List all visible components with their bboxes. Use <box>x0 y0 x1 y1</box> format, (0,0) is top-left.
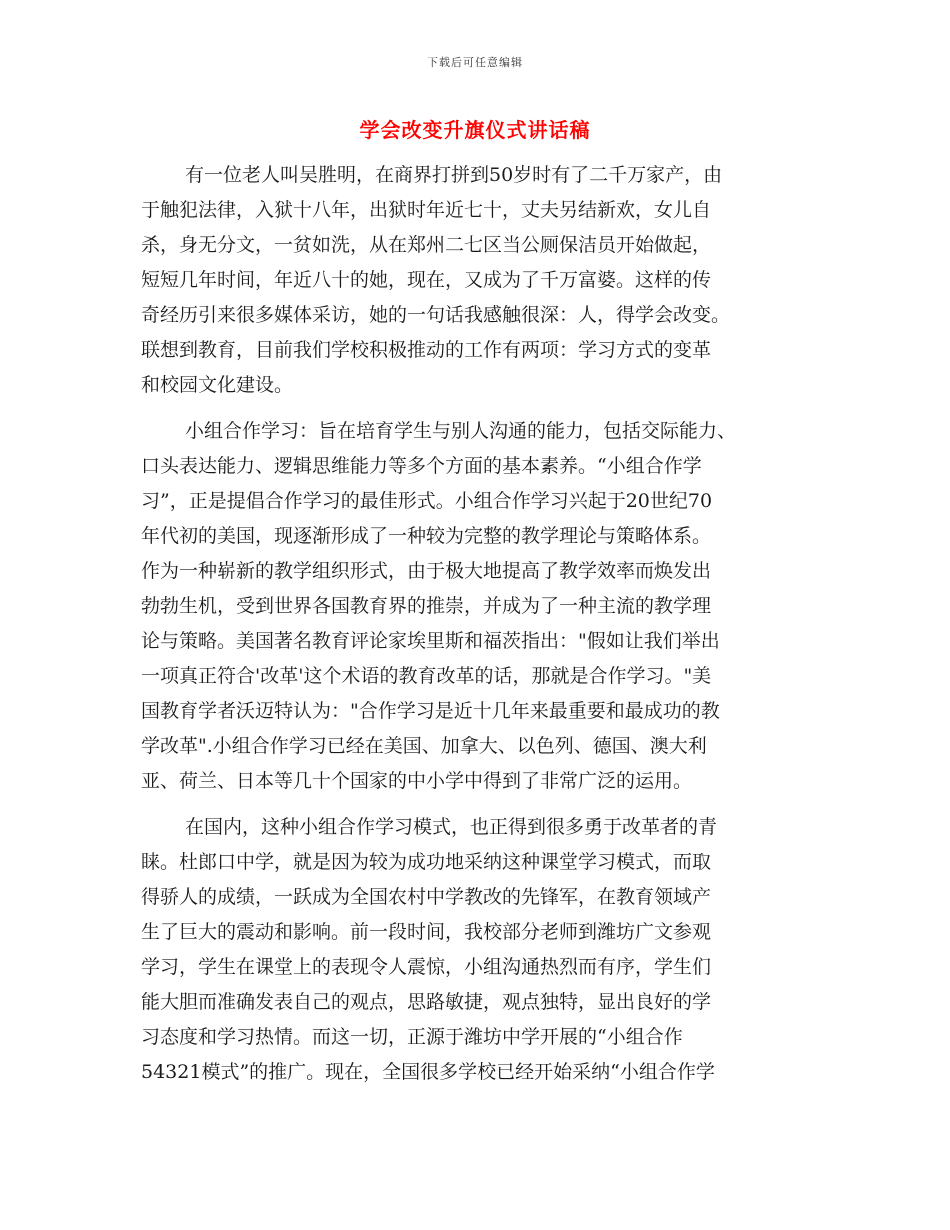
paragraph-line: 得骄人的成绩，一跃成为全国农村中学教改的先锋军，在教育领域产 <box>141 886 712 908</box>
document-body <box>141 158 809 1090</box>
paragraph-line: 奇经历引来很多媒体采访，她的一句话我感触很深：人，得学会改变。 <box>141 304 731 326</box>
paragraph-line: 联想到教育，目前我们学校积极推动的工作有两项：学习方式的变革 <box>141 339 712 361</box>
paragraph-line: 于触犯法律，入狱十八年，出狱时年近七十，丈夫另结新欢，女儿自 <box>141 199 712 221</box>
paragraph <box>141 414 809 799</box>
paragraph-line: 生了巨大的震动和影响。前一段时间，我校部分老师到潍坊广文参观 <box>141 921 712 943</box>
paragraph-line: 年代初的美国，现逐渐形成了一种较为完整的教学理论与策略体系。 <box>141 525 712 547</box>
paragraph-line: 杀，身无分文，一贫如洗，从在郑州二七区当公厕保洁员开始做起， <box>141 234 712 256</box>
paragraph <box>141 810 809 1090</box>
paragraph-line: 54321模式”的推广。现在，全国很多学校已经开始采纳“小组合作学 <box>141 1061 715 1083</box>
paragraph-line: 短短几年时间，年近八十的她，现在，又成为了千万富婆。这样的传 <box>141 269 712 291</box>
paragraph-line: 习态度和学习热情。而这一切，正源于潍坊中学开展的“小组合作 <box>141 1026 683 1048</box>
paragraph-line: 在国内，这种小组合作学习模式，也正得到很多勇于改革者的青 <box>185 816 718 838</box>
paragraph-line: 有一位老人叫吴胜明，在商界打拼到50岁时有了二千万家产，由 <box>185 164 723 186</box>
paragraph-line: 学习，学生在课堂上的表现令人震惊，小组沟通热烈而有序，学生们 <box>141 956 712 978</box>
paragraph-line: 和校园文化建设。 <box>141 374 294 396</box>
paragraph-line: 国教育学者沃迈特认为："合作学习是近十几年来最重要和最成功的教 <box>141 700 720 722</box>
document-title: 学会改变升旗仪式讲话稿 <box>359 118 591 142</box>
paragraph <box>141 158 809 403</box>
paragraph-line: 作为一种崭新的教学组织形式，由于极大地提高了教学效率而焕发出 <box>141 560 712 582</box>
paragraph-line: 学改革".小组合作学习已经在美国、加拿大、以色列、德国、澳大利 <box>141 735 707 757</box>
paragraph-line: 勃勃生机，受到世界各国教育界的推崇，并成为了一种主流的教学理 <box>141 595 712 617</box>
paragraph-line: 论与策略。美国著名教育评论家埃里斯和福茨指出："假如让我们举出 <box>141 630 720 652</box>
paragraph-line: 亚、荷兰、日本等几十个国家的中小学中得到了非常广泛的运用。 <box>141 770 693 792</box>
paragraph-line: 习”，正是提倡合作学习的最佳形式。小组合作学习兴起于20世纪70 <box>141 490 713 512</box>
page-header: 下载后可任意编辑 <box>427 56 523 69</box>
paragraph-line: 小组合作学习：旨在培育学生与别人沟通的能力，包括交际能力、 <box>185 420 737 442</box>
paragraph-line: 一项真正符合'改革'这个术语的教育改革的话，那就是合作学习。"美 <box>141 665 712 687</box>
paragraph-line: 睐。杜郎口中学，就是因为较为成功地采纳这种课堂学习模式，而取 <box>141 851 712 873</box>
paragraph-line: 能大胆而准确发表自己的观点，思路敏捷，观点独特，显出良好的学 <box>141 991 712 1013</box>
paragraph-line: 口头表达能力、逻辑思维能力等多个方面的基本素养。“小组合作学 <box>141 455 702 477</box>
